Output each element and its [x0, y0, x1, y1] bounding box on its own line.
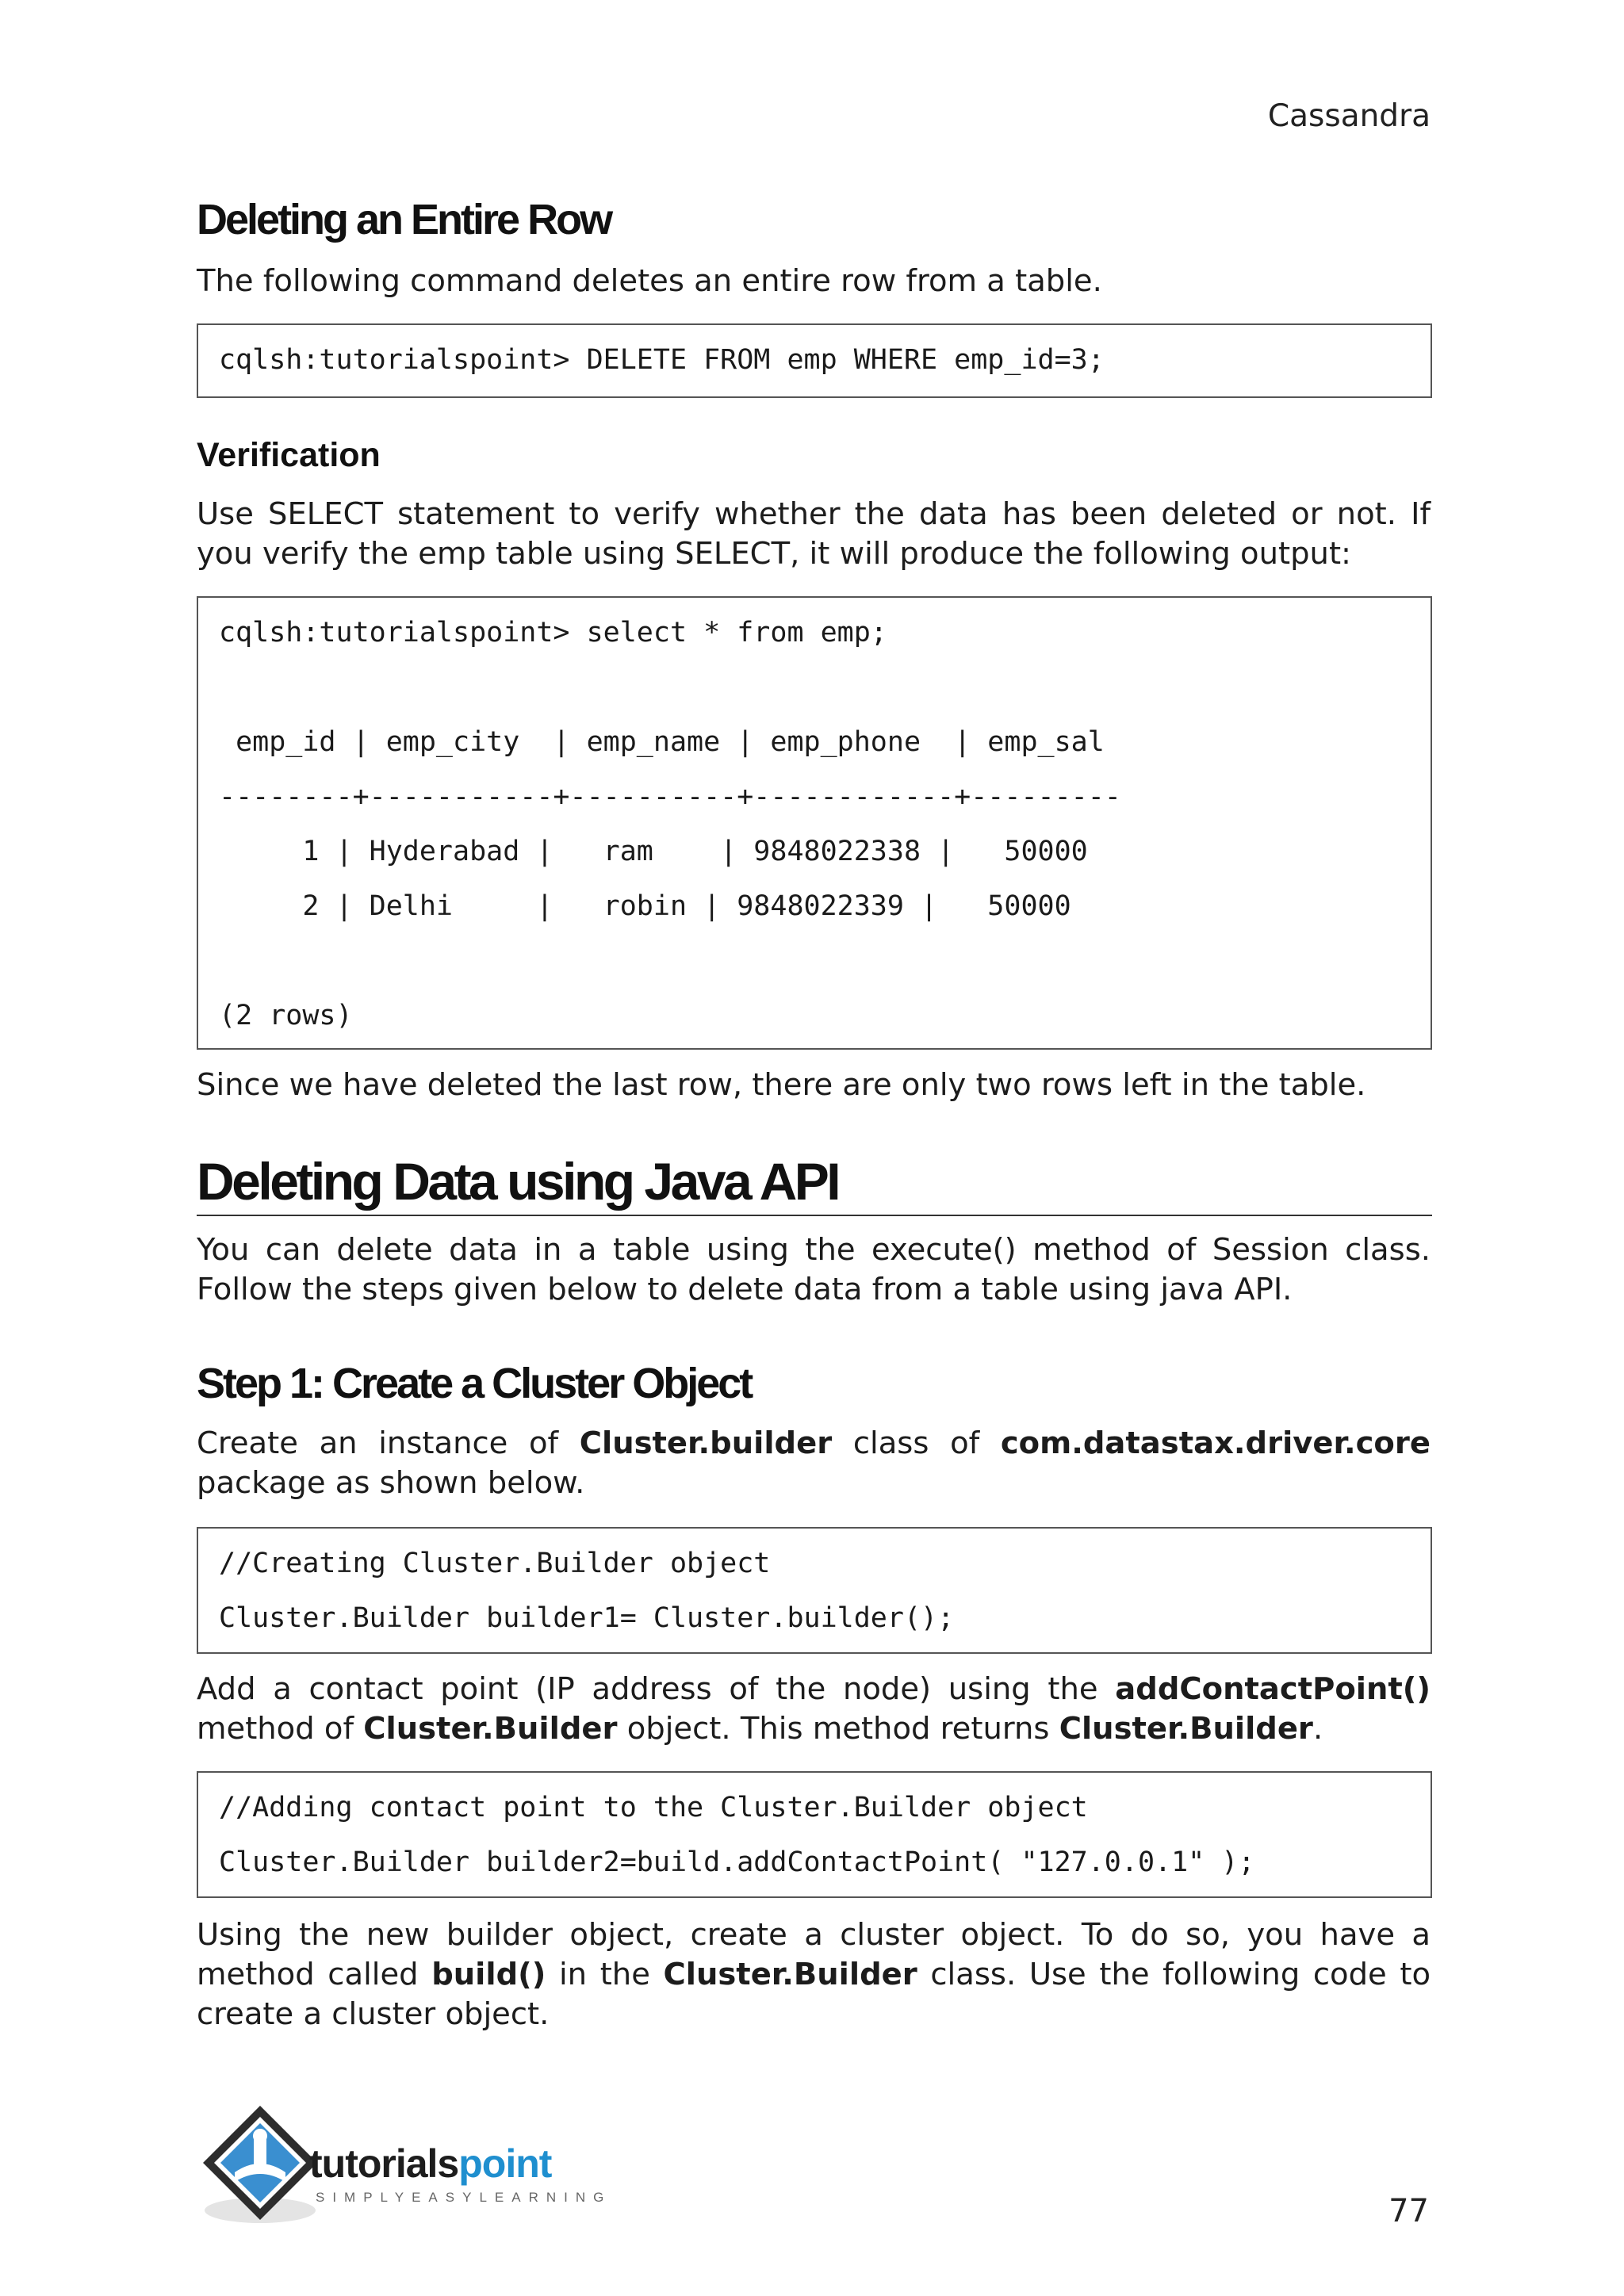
code-line: //Creating Cluster.Builder object [219, 1548, 771, 1579]
running-title: Cassandra [1267, 98, 1431, 134]
chapter-heading: Deleting Data using Java API [197, 1151, 1432, 1216]
code-block-select-output [197, 596, 1432, 1050]
code-block-delete [197, 323, 1432, 398]
code-line [219, 934, 1410, 989]
logo-wordmark: tutorialspoint [309, 2141, 552, 2186]
code-line: --------+-----------+----------+------------+--------- [219, 781, 1121, 813]
code-line: 1 | Hyderabad | ram | 9848022338 | 50000 [219, 836, 1088, 867]
verification-heading: Verification [197, 436, 381, 474]
code-line: 2 | Delhi | robin | 9848022339 | 50000 [219, 890, 1071, 922]
page-number: 77 [1388, 2193, 1429, 2229]
code-line: Cluster.Builder builder2=build.addContactPoint( "127.0.0.1" ); [219, 1846, 1255, 1878]
code-line [219, 660, 1410, 715]
step1-heading: Step 1: Create a Cluster Object [197, 1360, 752, 1407]
step1-paragraph-3: Using the new builder object, create a cluster object. To do so, you have a method called build() in the Cluster.Builder class. Use the following code to create a cluster object. [197, 1917, 1431, 2032]
step1-paragraph-1: Create an instance of Cluster.builder class of com.datastax.driver.core package as shown below. [197, 1425, 1431, 1501]
code-line: emp_id | emp_city | emp_name | emp_phone | emp_sal [219, 726, 1105, 758]
code-line: cqlsh:tutorialspoint> select * from emp; [219, 617, 887, 649]
verification-after-text: Since we have deleted the last row, there are only two rows left in the table. [197, 1067, 1366, 1103]
verification-text: Use SELECT statement to verify whether the data has been deleted or not. If you verify the emp table using SELECT, it will produce the following output: [197, 496, 1431, 572]
code-line: cqlsh:tutorialspoint> DELETE FROM emp WHERE emp_id=3; [219, 344, 1105, 376]
code-line: Cluster.Builder builder1= Cluster.builder(); [219, 1602, 955, 1634]
code-block-contact-point [197, 1771, 1432, 1898]
step1-paragraph-2: Add a contact point (IP address of the node) using the addContactPoint() method of Cluster.Builder object. This method returns Cluster.Builder. [197, 1671, 1431, 1747]
code-block-builder [197, 1527, 1432, 1654]
chapter-text: You can delete data in a table using the execute() method of Session class. Follow the steps given below to delete data from a table using java API. [197, 1232, 1431, 1307]
logo-tagline: SIMPLYEASYLEARNING [316, 2190, 612, 2205]
code-line: //Adding contact point to the Cluster.Builder object [219, 1792, 1088, 1823]
section-intro: The following command deletes an entire row from a table. [197, 263, 1102, 299]
code-line: (2 rows) [219, 1000, 353, 1031]
section-heading-delete-row: Deleting an Entire Row [197, 196, 611, 243]
tutorialspoint-logo [197, 2099, 625, 2234]
